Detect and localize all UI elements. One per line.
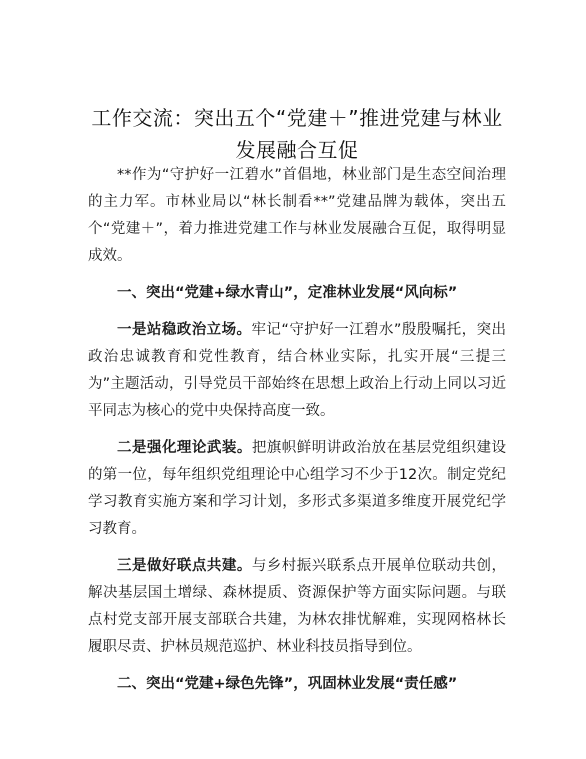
section-heading-1 <box>88 280 506 307</box>
document-body <box>88 162 506 708</box>
section-heading-text: 二、突出“党建+绿色先锋”，巩固林业发展“责任感” <box>117 676 458 692</box>
paragraph-3 <box>88 553 506 661</box>
section-heading-2 <box>88 671 506 698</box>
document-title: 工作交流：突出五个“党建＋”推进党建与林业发展融合互促 <box>91 106 503 162</box>
paragraph-text: 与乡村振兴联系点开展单位联动共创，解决基层国土增绿、森林提质、资源保护等方面实际问题。与联点村党支部开展支部联合共建，为林农排忧解难，实现网格林长履职尽责、护林员规范巡护、林业科技员指导到位。 <box>88 558 507 655</box>
paragraph-2 <box>88 435 506 543</box>
paragraph-lead: 三是做好联点共建。 <box>117 558 252 574</box>
intro-paragraph <box>88 162 506 270</box>
paragraph-lead: 二是强化理论武装。 <box>117 440 252 456</box>
paragraph-text: 牢记“守护好一江碧水”殷殷嘱托，突出政治忠诚教育和党性教育，结合林业实际，扎实开展“三提三为”主题活动，引导党员干部始终在思想上政治上行动上同以习近平同志为核心的党中央保持高度一致。 <box>88 322 507 419</box>
paragraph-lead: 一是站稳政治立场。 <box>117 322 252 338</box>
paragraph-text: **作为“守护好一江碧水”首倡地，林业部门是生态空间治理的主力军。市林业局以“林长制看**”党建品牌为载体，突出五个“党建＋”，着力推进党建工作与林业发展融合互促，取得明显成效。 <box>88 167 506 264</box>
section-heading-text: 一、突出“党建+绿水青山”，定准林业发展“风向标” <box>117 285 458 301</box>
paragraph-text: 把旗帜鲜明讲政治放在基层党组织建设的第一位，每年组织党组理论中心组学习不少于12次。制定党纪学习教育实施方案和学习计划，多形式多渠道多维度开展党纪学习教育。 <box>88 440 507 537</box>
paragraph-1 <box>88 317 506 425</box>
